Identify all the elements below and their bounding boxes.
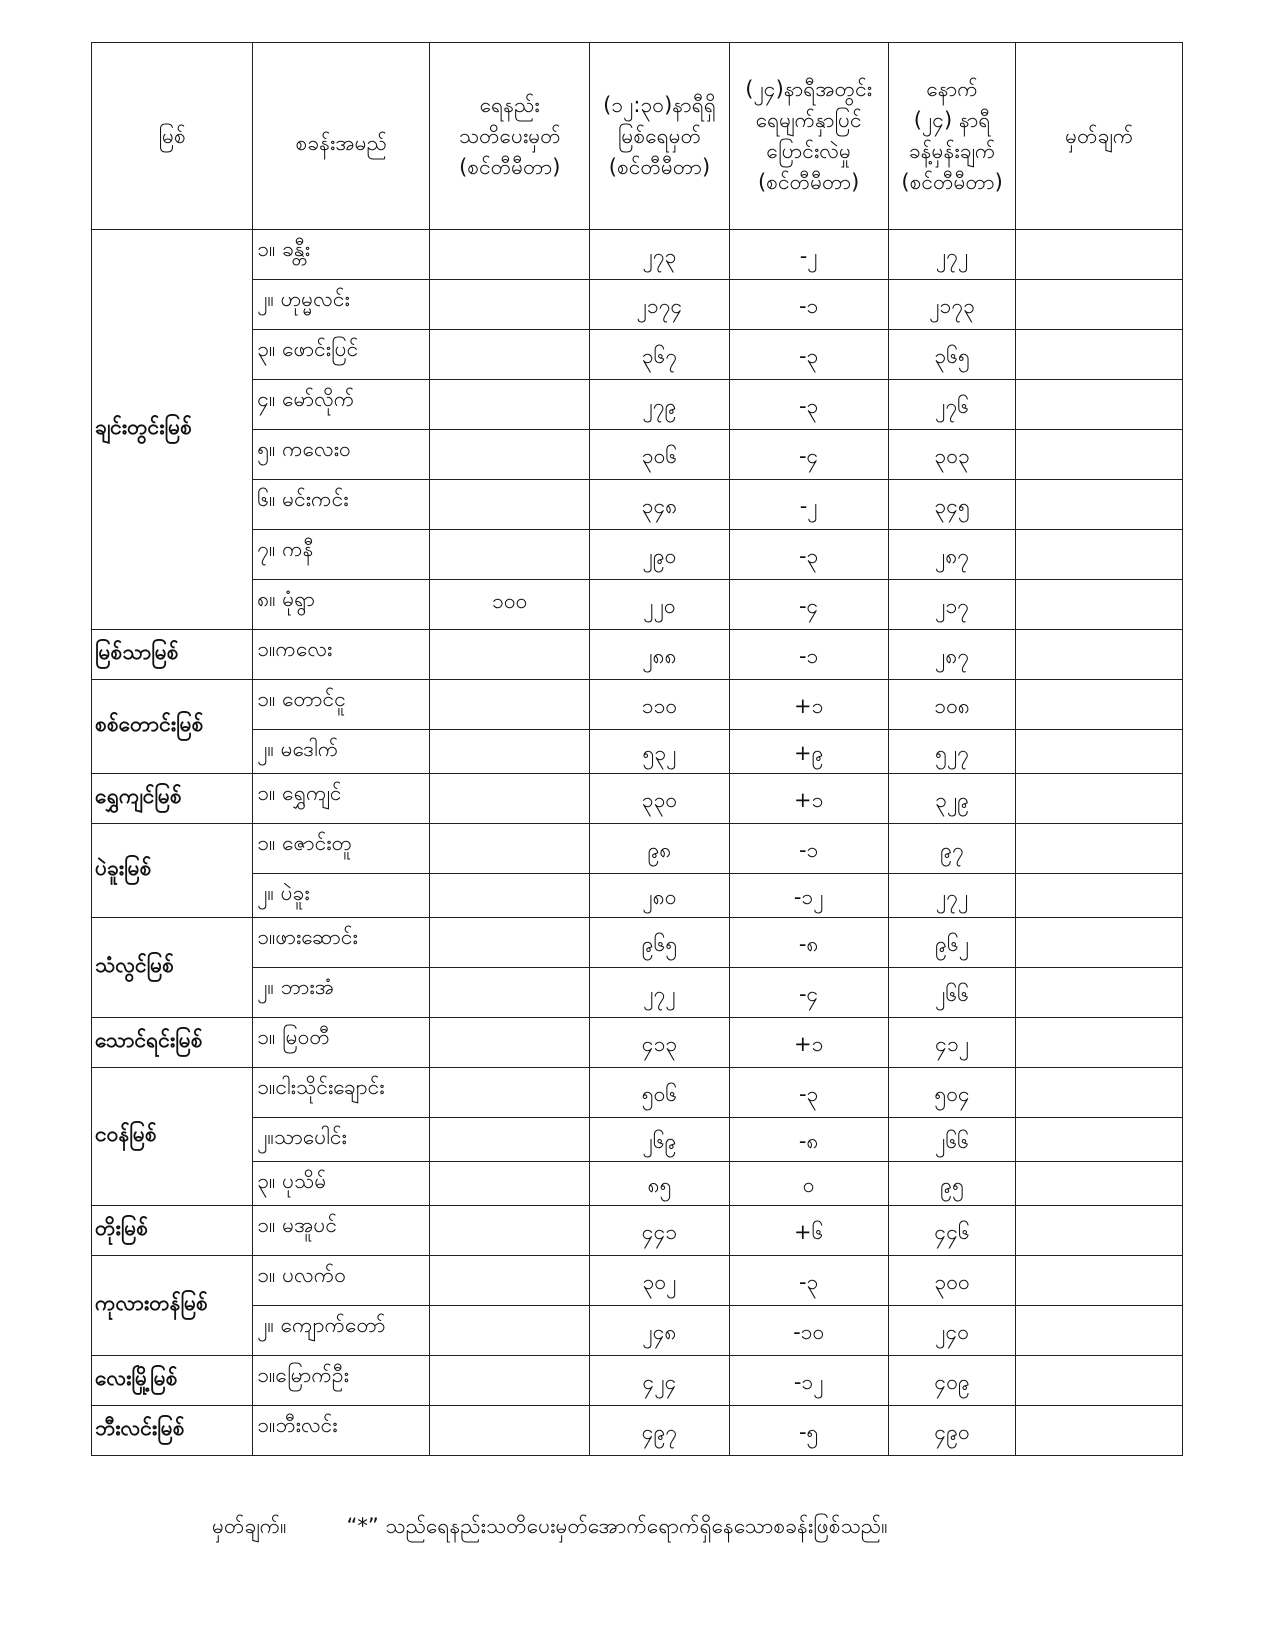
warning-cell xyxy=(430,1256,590,1306)
forecast-cell: ၄၄၆ xyxy=(888,1206,1016,1256)
table-row xyxy=(92,918,1183,968)
remark-cell xyxy=(1016,230,1183,280)
station-cell: ၁။ကလေး xyxy=(253,630,430,680)
header-remarks: မှတ်ချက် xyxy=(1016,43,1183,230)
remark-cell xyxy=(1016,1306,1183,1356)
forecast-cell: ၂၄၀ xyxy=(888,1306,1016,1356)
warning-cell: ၁၀၀ xyxy=(430,580,590,630)
warning-cell xyxy=(430,918,590,968)
river-name-cell: ရွှေကျင်မြစ် xyxy=(92,774,253,824)
station-cell: ၁။ ဇောင်းတူ xyxy=(253,824,430,874)
forecast-cell: ၂၈၇ xyxy=(888,630,1016,680)
remark-cell xyxy=(1016,1256,1183,1306)
table-row xyxy=(92,968,1183,1018)
level-cell: ၃၄၈ xyxy=(590,480,729,530)
header-warning: ရေနည်း သတိပေးမှတ် (စင်တီမီတာ) xyxy=(430,43,590,230)
station-cell: ၂။သာပေါင်း xyxy=(253,1118,430,1162)
station-cell: ၁။ဖားဆောင်း xyxy=(253,918,430,968)
river-name-cell: ဘီးလင်းမြစ် xyxy=(92,1406,253,1456)
forecast-cell: ၂၆၆ xyxy=(888,968,1016,1018)
remark-cell xyxy=(1016,630,1183,680)
remark-cell xyxy=(1016,580,1183,630)
table-row xyxy=(92,1306,1183,1356)
warning-cell xyxy=(430,1068,590,1118)
station-cell: ၂။ ကျောက်တော် xyxy=(253,1306,430,1356)
river-name-cell: စစ်တောင်းမြစ် xyxy=(92,680,253,774)
station-cell: ၇။ ကနီ xyxy=(253,530,430,580)
forecast-cell: ၉၆၂ xyxy=(888,918,1016,968)
river-name-cell: ငဝန်မြစ် xyxy=(92,1068,253,1206)
change-cell: -၁၂ xyxy=(729,874,888,918)
change-cell: -၈ xyxy=(729,1118,888,1162)
station-cell: ၁။ဘီးလင်း xyxy=(253,1406,430,1456)
table-row xyxy=(92,1118,1183,1162)
warning-cell xyxy=(430,230,590,280)
table-row xyxy=(92,1162,1183,1206)
river-level-table xyxy=(91,42,1183,1456)
table-row xyxy=(92,1068,1183,1118)
forecast-cell: ၉၅ xyxy=(888,1162,1016,1206)
table-row xyxy=(92,480,1183,530)
station-cell: ၂။ ဘားအံ xyxy=(253,968,430,1018)
level-cell: ၉၆၅ xyxy=(590,918,729,968)
level-cell: ၄၄၁ xyxy=(590,1206,729,1256)
table-row xyxy=(92,280,1183,330)
level-cell: ၁၁၀ xyxy=(590,680,729,730)
station-cell: ၁။ တောင်ငူ xyxy=(253,680,430,730)
forecast-cell: ၂၇၆ xyxy=(888,380,1016,430)
river-name-cell: ကုလားတန်မြစ် xyxy=(92,1256,253,1356)
level-cell: ၈၅ xyxy=(590,1162,729,1206)
level-cell: ၅၀၆ xyxy=(590,1068,729,1118)
table-row xyxy=(92,1406,1183,1456)
forecast-cell: ၂၇၂ xyxy=(888,874,1016,918)
station-cell: ၁။မြောက်ဦး xyxy=(253,1356,430,1406)
forecast-cell: ၃၀၃ xyxy=(888,430,1016,480)
warning-cell xyxy=(430,280,590,330)
station-cell: ၂။ ဟုမ္မလင်း xyxy=(253,280,430,330)
remark-cell xyxy=(1016,280,1183,330)
warning-cell xyxy=(430,1018,590,1068)
table-row xyxy=(92,1206,1183,1256)
level-cell: ၂၁၇၄ xyxy=(590,280,729,330)
change-cell: +၁ xyxy=(729,774,888,824)
warning-cell xyxy=(430,480,590,530)
level-cell: ၄၉၇ xyxy=(590,1406,729,1456)
table-row xyxy=(92,1256,1183,1306)
level-cell: ၂၂၀ xyxy=(590,580,729,630)
river-name-cell: ချင်းတွင်းမြစ် xyxy=(92,230,253,630)
forecast-cell: ၁၀၈ xyxy=(888,680,1016,730)
level-cell: ၂၇၃ xyxy=(590,230,729,280)
station-cell: ၁။ မအူပင် xyxy=(253,1206,430,1256)
level-cell: ၃၀၆ xyxy=(590,430,729,480)
forecast-cell: ၂၁၇၃ xyxy=(888,280,1016,330)
river-name-cell: လေးမြို့မြစ် xyxy=(92,1356,253,1406)
footnote-text: “*” သည်ရေနည်းသတိပေးမှတ်အောက်ရောက်ရှိနေသောစခန်းဖြစ်သည်။ xyxy=(346,1514,888,1538)
change-cell: -၃ xyxy=(729,1256,888,1306)
remark-cell xyxy=(1016,1206,1183,1256)
station-cell: ၁။ ပလက်ဝ xyxy=(253,1256,430,1306)
warning-cell xyxy=(430,1406,590,1456)
warning-cell xyxy=(430,630,590,680)
warning-cell xyxy=(430,1162,590,1206)
level-cell: ၃၃၀ xyxy=(590,774,729,824)
warning-cell xyxy=(430,430,590,480)
forecast-cell: ၃၂၉ xyxy=(888,774,1016,824)
level-cell: ၂၉၀ xyxy=(590,530,729,580)
warning-cell xyxy=(430,530,590,580)
warning-cell xyxy=(430,1356,590,1406)
remark-cell xyxy=(1016,530,1183,580)
table-row xyxy=(92,1018,1183,1068)
change-cell: -၃ xyxy=(729,1068,888,1118)
level-cell: ၉၈ xyxy=(590,824,729,874)
level-cell: ၂၄၈ xyxy=(590,1306,729,1356)
remark-cell xyxy=(1016,680,1183,730)
warning-cell xyxy=(430,330,590,380)
warning-cell xyxy=(430,774,590,824)
forecast-cell: ၂၁၇ xyxy=(888,580,1016,630)
warning-cell xyxy=(430,1118,590,1162)
forecast-cell: ၂၈၇ xyxy=(888,530,1016,580)
station-cell: ၁။ ခန္တီး xyxy=(253,230,430,280)
remark-cell xyxy=(1016,968,1183,1018)
change-cell: -၄ xyxy=(729,580,888,630)
station-cell: ၂။ ပဲခူး xyxy=(253,874,430,918)
warning-cell xyxy=(430,730,590,774)
change-cell: -၃ xyxy=(729,330,888,380)
table-row xyxy=(92,680,1183,730)
station-cell: ၃။ ဖောင်းပြင် xyxy=(253,330,430,380)
header-forecast: နောက် (၂၄) နာရီ ခန့်မှန်းချက် (စင်တီမီတာ) xyxy=(888,43,1016,230)
remark-cell xyxy=(1016,1162,1183,1206)
table-row xyxy=(92,530,1183,580)
header-river: မြစ် xyxy=(92,43,253,230)
forecast-cell: ၄၀၉ xyxy=(888,1356,1016,1406)
change-cell: -၄ xyxy=(729,430,888,480)
station-cell: ၆။ မင်းကင်း xyxy=(253,480,430,530)
change-cell: ၀ xyxy=(729,1162,888,1206)
table-row xyxy=(92,630,1183,680)
level-cell: ၂၆၉ xyxy=(590,1118,729,1162)
river-name-cell: ပဲခူးမြစ် xyxy=(92,824,253,918)
level-cell: ၂၈၈ xyxy=(590,630,729,680)
table-body xyxy=(92,230,1183,1456)
change-cell: -၈ xyxy=(729,918,888,968)
forecast-cell: ၄၁၂ xyxy=(888,1018,1016,1068)
forecast-cell: ၅၀၄ xyxy=(888,1068,1016,1118)
header-change: (၂၄)နာရီအတွင်း ရေမျက်နှာပြင် ပြောင်းလဲမှု (စင်တီမီတာ) xyxy=(729,43,888,230)
level-cell: ၄၂၄ xyxy=(590,1356,729,1406)
remark-cell xyxy=(1016,330,1183,380)
warning-cell xyxy=(430,680,590,730)
table-row xyxy=(92,380,1183,430)
change-cell: +၉ xyxy=(729,730,888,774)
station-cell: ၁။ငါးသိုင်းချောင်း xyxy=(253,1068,430,1118)
remark-cell xyxy=(1016,918,1183,968)
level-cell: ၃၆၇ xyxy=(590,330,729,380)
change-cell: -၅ xyxy=(729,1406,888,1456)
remark-cell xyxy=(1016,430,1183,480)
table-header-row xyxy=(92,43,1183,230)
warning-cell xyxy=(430,380,590,430)
level-cell: ၄၁၃ xyxy=(590,1018,729,1068)
change-cell: -၁ xyxy=(729,280,888,330)
forecast-cell: ၄၉၀ xyxy=(888,1406,1016,1456)
station-cell: ၁။ ရွှေကျင် xyxy=(253,774,430,824)
remark-cell xyxy=(1016,1356,1183,1406)
remark-cell xyxy=(1016,1406,1183,1456)
footnote xyxy=(212,1513,888,1544)
change-cell: -၃ xyxy=(729,380,888,430)
remark-cell xyxy=(1016,480,1183,530)
change-cell: +၁ xyxy=(729,1018,888,1068)
table-row xyxy=(92,580,1183,630)
river-name-cell: မြစ်သာမြစ် xyxy=(92,630,253,680)
warning-cell xyxy=(430,1206,590,1256)
forecast-cell: ၅၂၇ xyxy=(888,730,1016,774)
forecast-cell: ၃၀၀ xyxy=(888,1256,1016,1306)
table-row xyxy=(92,824,1183,874)
forecast-cell: ၂၆၆ xyxy=(888,1118,1016,1162)
level-cell: ၃၀၂ xyxy=(590,1256,729,1306)
river-name-cell: တိုးမြစ် xyxy=(92,1206,253,1256)
station-cell: ၈။ မုံရွာ xyxy=(253,580,430,630)
warning-cell xyxy=(430,1306,590,1356)
station-cell: ၄။ မော်လိုက် xyxy=(253,380,430,430)
table-row xyxy=(92,430,1183,480)
river-name-cell: သောင်ရင်းမြစ် xyxy=(92,1018,253,1068)
warning-cell xyxy=(430,824,590,874)
table-row xyxy=(92,230,1183,280)
station-cell: ၁။ မြဝတီ xyxy=(253,1018,430,1068)
change-cell: -၁ xyxy=(729,630,888,680)
table-row xyxy=(92,1356,1183,1406)
change-cell: -၄ xyxy=(729,968,888,1018)
river-name-cell: သံလွင်မြစ် xyxy=(92,918,253,1018)
table-row xyxy=(92,730,1183,774)
change-cell: -၂ xyxy=(729,480,888,530)
change-cell: -၂ xyxy=(729,230,888,280)
header-station: စခန်းအမည် xyxy=(253,43,430,230)
remark-cell xyxy=(1016,1118,1183,1162)
forecast-cell: ၃၄၅ xyxy=(888,480,1016,530)
table-row xyxy=(92,330,1183,380)
header-level: (၁၂:၃၀)နာရီရှိ မြစ်ရေမှတ် (စင်တီမီတာ) xyxy=(590,43,729,230)
warning-cell xyxy=(430,874,590,918)
station-cell: ၂။ မဒေါက် xyxy=(253,730,430,774)
remark-cell xyxy=(1016,380,1183,430)
level-cell: ၅၃၂ xyxy=(590,730,729,774)
level-cell: ၂၈၀ xyxy=(590,874,729,918)
change-cell: +၆ xyxy=(729,1206,888,1256)
level-cell: ၂၇၉ xyxy=(590,380,729,430)
table-row xyxy=(92,774,1183,824)
footnote-label: မှတ်ချက်။ xyxy=(212,1514,287,1538)
change-cell: +၁ xyxy=(729,680,888,730)
level-cell: ၂၇၂ xyxy=(590,968,729,1018)
warning-cell xyxy=(430,968,590,1018)
change-cell: -၃ xyxy=(729,530,888,580)
remark-cell xyxy=(1016,730,1183,774)
remark-cell xyxy=(1016,1018,1183,1068)
station-cell: ၃။ ပုသိမ် xyxy=(253,1162,430,1206)
change-cell: -၁ xyxy=(729,824,888,874)
table-row xyxy=(92,874,1183,918)
forecast-cell: ၉၇ xyxy=(888,824,1016,874)
remark-cell xyxy=(1016,1068,1183,1118)
remark-cell xyxy=(1016,824,1183,874)
remark-cell xyxy=(1016,774,1183,824)
station-cell: ၅။ ကလေးဝ xyxy=(253,430,430,480)
remark-cell xyxy=(1016,874,1183,918)
change-cell: -၁၀ xyxy=(729,1306,888,1356)
forecast-cell: ၃၆၅ xyxy=(888,330,1016,380)
forecast-cell: ၂၇၂ xyxy=(888,230,1016,280)
change-cell: -၁၂ xyxy=(729,1356,888,1406)
